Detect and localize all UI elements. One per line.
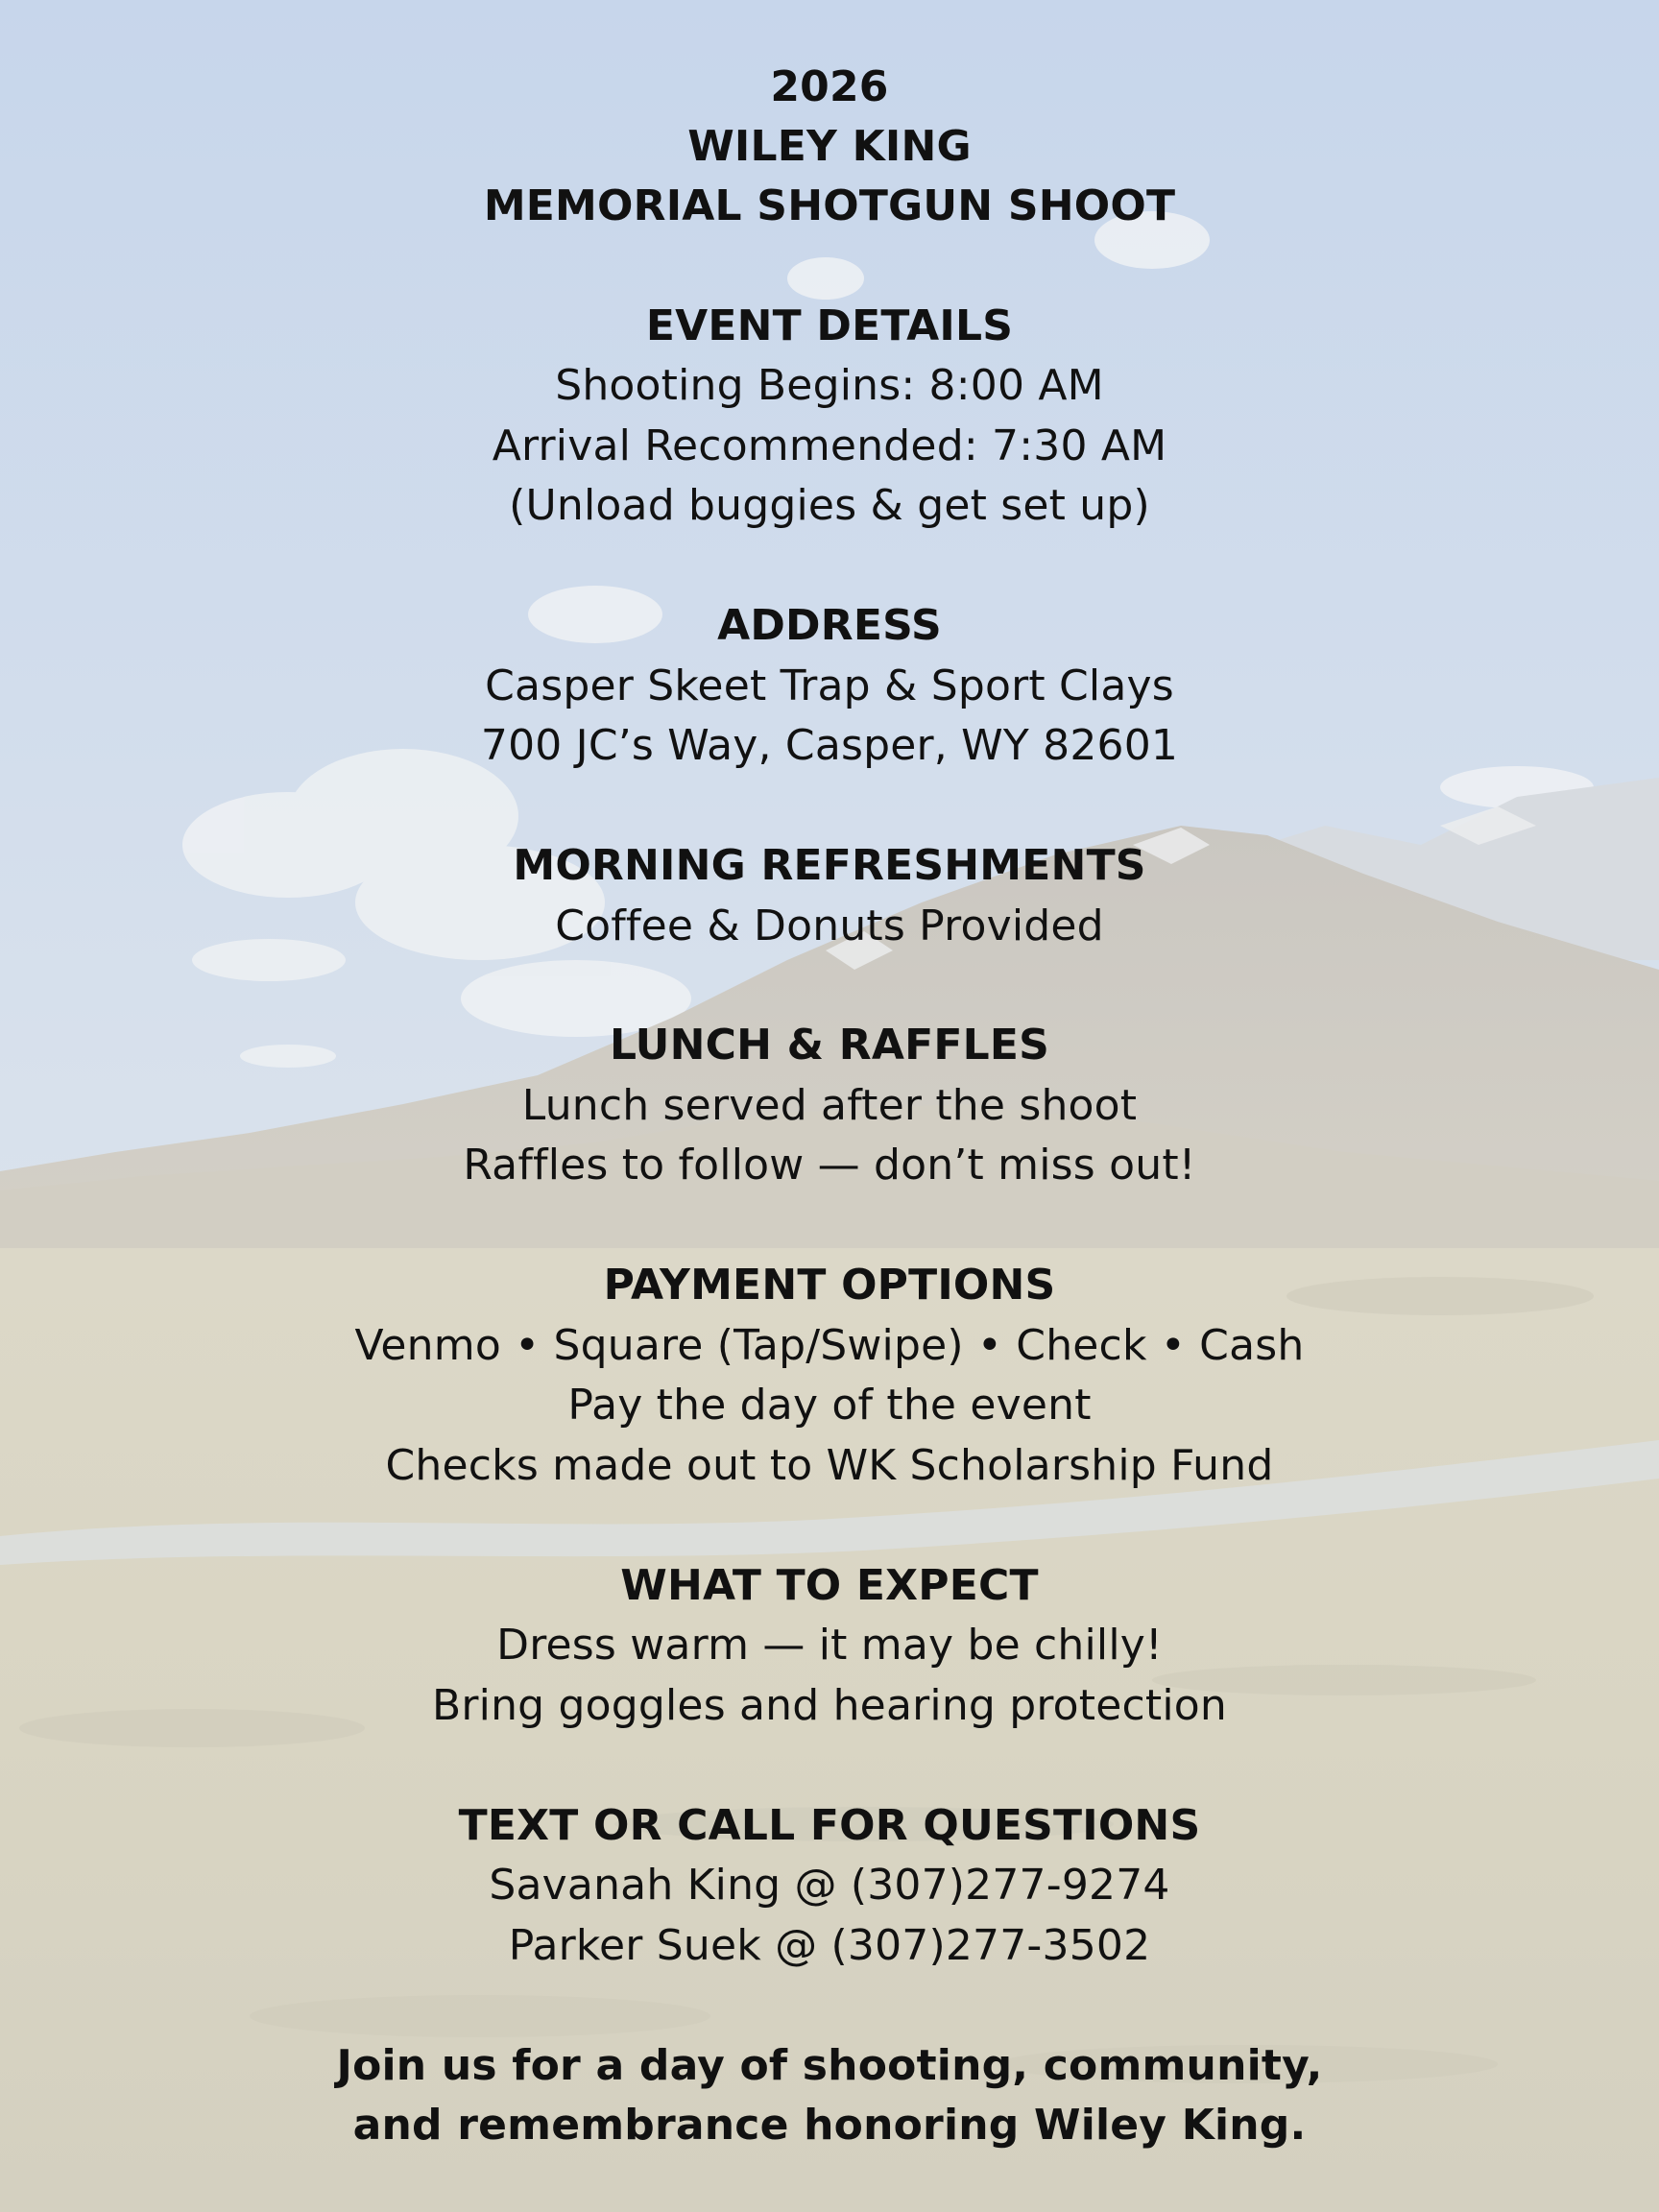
event-details-line: Arrival Recommended: 7:30 AM: [492, 421, 1167, 470]
contact-line: Savanah King @ (307)277-9274: [489, 1861, 1170, 1910]
event-honoree-name: WILEY KING: [687, 122, 972, 171]
closing-message-line: and remembrance honoring Wiley King.: [352, 2101, 1307, 2150]
contact-heading: TEXT OR CALL FOR QUESTIONS: [458, 1801, 1201, 1850]
contact-line: Parker Suek @ (307)277-3502: [508, 1921, 1151, 1970]
lunch-line: Raffles to follow — don’t miss out!: [463, 1141, 1196, 1190]
event-title: MEMORIAL SHOTGUN SHOOT: [483, 181, 1176, 230]
lunch-heading: LUNCH & RAFFLES: [610, 1021, 1049, 1070]
address-line: 700 JC’s Way, Casper, WY 82601: [480, 721, 1179, 770]
event-details-line: Shooting Begins: 8:00 AM: [555, 361, 1104, 410]
payment-line: Venmo • Square (Tap/Swipe) • Check • Cash: [354, 1321, 1305, 1370]
event-year: 2026: [770, 62, 889, 111]
payment-heading: PAYMENT OPTIONS: [603, 1261, 1056, 1310]
address-heading: ADDRESS: [717, 601, 942, 650]
lunch-line: Lunch served after the shoot: [521, 1081, 1138, 1130]
event-details-line: (Unload buggies & get set up): [509, 481, 1150, 530]
payment-line: Pay the day of the event: [567, 1381, 1092, 1430]
refreshments-heading: MORNING REFRESHMENTS: [513, 841, 1146, 890]
closing-message-line: Join us for a day of shooting, community,: [336, 2041, 1323, 2090]
expect-heading: WHAT TO EXPECT: [620, 1561, 1039, 1610]
payment-line: Checks made out to WK Scholarship Fund: [385, 1441, 1274, 1490]
expect-line: Dress warm — it may be chilly!: [496, 1621, 1163, 1670]
expect-line: Bring goggles and hearing protection: [432, 1681, 1227, 1730]
refreshments-line: Coffee & Donuts Provided: [555, 902, 1104, 950]
event-details-heading: EVENT DETAILS: [645, 301, 1014, 350]
address-line: Casper Skeet Trap & Sport Clays: [485, 661, 1174, 710]
